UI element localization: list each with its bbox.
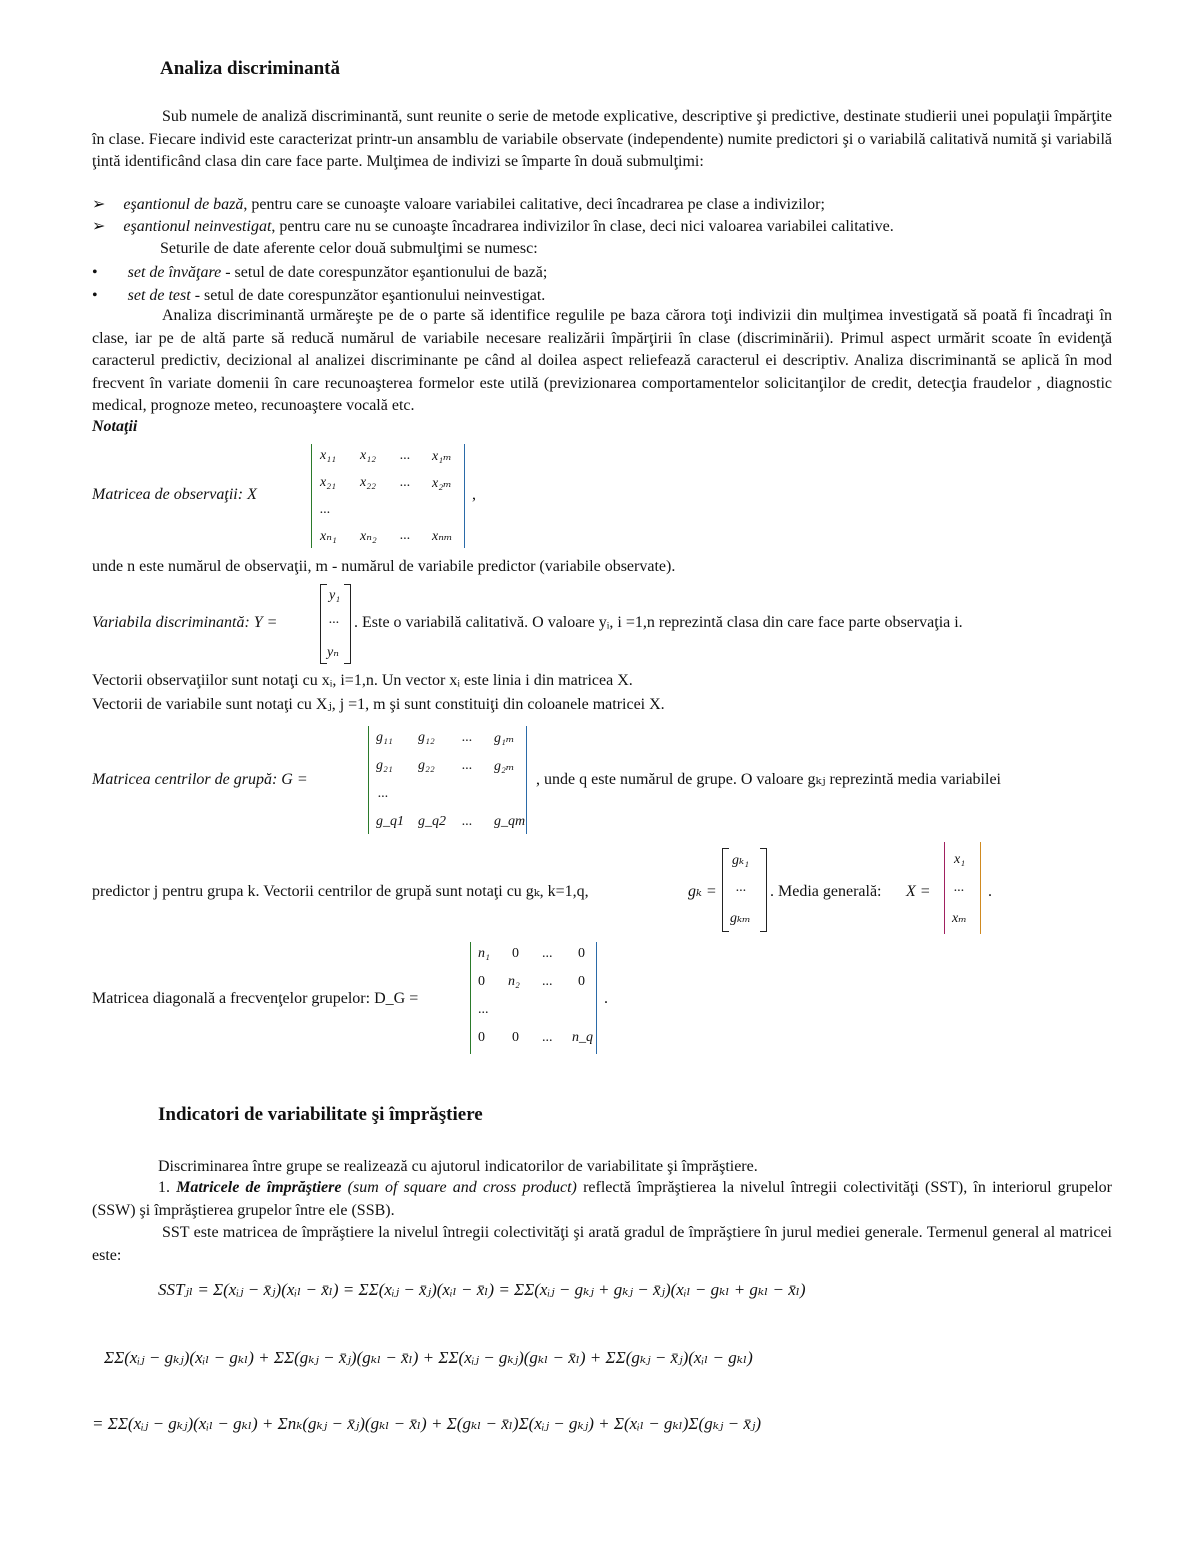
matrix-cell: x₁ₘ [432,449,452,464]
matrix-cell: 0 [578,974,585,989]
matrix-cell: ... [400,475,411,490]
vector-cell: gₖ₁ [732,853,749,868]
bullet-term: set de învăţare [127,264,222,281]
formula-sst-line1: SSTⱼₗ = Σ(xᵢⱼ − x̄ⱼ)(xᵢₗ − x̄ₗ) = ΣΣ(xᵢⱼ − x̄ⱼ)(xᵢₗ − x̄ₗ) = ΣΣ(xᵢⱼ − gₖⱼ + gₖⱼ − x̄ⱼ)(xᵢₗ − gₖₗ + gₖₗ − x̄ₗ) [158,1280,806,1299]
matrix-cell: g₁₁ [376,730,393,745]
arrow-bullet-icon: ➢ [92,218,106,235]
obs-matrix-comma: , [472,486,476,503]
matrix-bracket-right [464,444,465,548]
obs-matrix-label: Matricea de observaţii: X [92,486,257,503]
matrix-cell: ... [542,974,553,989]
bullet-term: set de test [127,287,191,304]
matrix-cell: 0 [478,974,485,989]
centr-text: , unde q este numărul de grupe. O valoare gₖⱼ reprezintă media variabilei [536,771,1001,788]
matrix-cell: n₂ [508,974,520,989]
matrix-cell: xₙ₂ [360,529,377,544]
vector-cell: ... [736,880,747,895]
matrix-cell: g₂₁ [376,758,393,773]
list-number: 1. [158,1179,170,1196]
vector-bracket-left [722,848,729,932]
bullet-esantion-baza [92,194,825,216]
matrix-bracket-right [526,726,527,834]
vector-cell: y₁ [329,588,341,603]
matrix-cell: ... [378,786,389,801]
bullet-esantion-neinvestigat [92,216,894,238]
arrow-bullet-icon: ➢ [92,196,106,213]
term-sum-of-squares: (sum of square and cross product) [347,1179,577,1196]
matrix-cell: g₂ₘ [494,759,515,774]
vector-cell: xₘ [952,911,967,926]
matrix-cell: ... [462,758,473,773]
matrix-cell: xₙ₁ [320,529,337,544]
vector-cell: gₖₘ [730,911,751,926]
matrix-cell: ... [478,1002,489,1017]
vector-bracket-left [944,842,945,934]
vector-cell: ... [329,612,340,627]
matrix-cell: n₁ [478,946,490,961]
matrix-cell: ... [462,730,473,745]
vect-obs-line: Vectorii observaţiilor sunt notaţi cu xᵢ, i=1,n. Un vector xᵢ este linia i din matricea X. [92,672,633,689]
matrix-bracket-left [470,942,471,1054]
matrix-cell: 0 [512,946,519,961]
gk-label: gₖ = [688,883,717,900]
intro-paragraph: Sub numele de analiză discriminantă, sunt reunite o serie de metode explicative, descriptive şi predictive, destinate studierii unei populaţii împărţite în clase. Fiecare individ este caracterizat printr-un ansamblu de variabile observate (independente) numite predictori şi o variabilă calitativă numită şi variabilă ţintă identificând clasa din care face parte. Mulţimea de indivizi se împarte în două submulţimi: [92,108,1112,170]
matrix-cell: ... [462,814,473,829]
matrix-cell: 0 [578,946,585,961]
xbar-period: . [988,883,992,900]
para-sst: SST este matricea de împrăştiere la nivelul întregii colectivităţi şi arată gradul de împrăştiere în jurul mediei generale. Termenul general al matricei este: [92,1224,1112,1264]
vector-cell: yₙ [327,645,339,660]
bullet-text: - setul de date corespunzător eşantionului neinvestigat. [190,287,546,304]
section-title-indicatori: Indicatori de variabilitate şi împrăştiere [158,1104,483,1125]
section-title-analiza: Analiza discriminantă [160,58,340,79]
para-matricele [92,1177,1112,1222]
vector-bracket-right [344,584,351,664]
bullet-text: , pentru care nu se cunoaşte încadrarea indivizilor în clase, deci nici valoarea variabilei calitative. [271,218,894,235]
matrix-cell: x₂ₘ [432,476,452,491]
matrix-bracket-left [368,726,369,834]
diag-period: . [604,990,608,1007]
pred-text: predictor j pentru grupa k. Vectorii centrilor de grupă sunt notaţi cu gₖ, k=1,q, [92,883,589,900]
matrix-cell: 0 [478,1030,485,1045]
disc-label: Variabila discriminantă: Y = [92,614,278,631]
vector-bracket-right [980,842,981,934]
vect-var-line: Vectorii de variabile sunt notaţi cu Xⱼ, j =1, m şi sunt constituiţi din coloanele matricei X. [92,696,665,713]
formula-sst-line2: ΣΣ(xᵢⱼ − gₖⱼ)(xᵢₗ − gₖₗ) + ΣΣ(gₖⱼ − x̄ⱼ)(gₖₗ − x̄ₗ) + ΣΣ(xᵢⱼ − gₖⱼ)(gₖₗ − x̄ₗ) + ΣΣ(gₖⱼ − x̄ⱼ)(xᵢₗ − gₖₗ) [104,1348,753,1367]
matrix-bracket-left [311,444,312,548]
notatii-heading: Notaţii [92,418,138,435]
media-label: . Media generală: [770,883,882,900]
bullet-text: , pentru care se cunoaşte valoare variabilei calitative, deci încadrarea pe clase a indivizilor; [243,196,825,213]
matrix-cell: g₁₂ [418,730,435,745]
matrix-cell: xₙₘ [432,529,453,544]
bullet-term: eşantionul neinvestigat [123,218,272,235]
para-discriminarea: Discriminarea între grupe se realizează cu ajutorul indicatorilor de variabilitate şi împrăştiere. [158,1158,758,1175]
bullet-set-test [92,285,545,307]
matrix-cell: 0 [512,1030,519,1045]
vector-bracket-right [760,848,767,932]
matrix-cell: g_q1 [376,814,404,829]
disc-text: . Este o variabilă calitativă. O valoare yᵢ, i =1,n reprezintă clasa din care face parte observaţia i. [354,614,963,631]
matrix-cell: ... [542,946,553,961]
bullet-set-invatare [92,262,547,284]
bullet-term: eşantionul de bază [123,196,244,213]
matrix-bracket-right [596,942,597,1054]
matrix-cell: ... [400,448,411,463]
matrix-cell: g_q2 [418,814,446,829]
unde-line: unde n este numărul de observaţii, m - numărul de variabile predictor (variabile observate). [92,558,676,575]
vector-cell: ... [954,880,965,895]
dot-bullet-icon: • [92,287,98,304]
matrix-cell: g_qm [494,814,526,829]
matrix-cell: g₂₂ [418,758,435,773]
diag-label: Matricea diagonală a frecvenţelor grupelor: D_G = [92,990,419,1007]
matrix-cell: ... [320,502,331,517]
matrix-cell: ... [542,1030,553,1045]
matrix-cell: x₁₂ [360,448,376,463]
formula-sst-line3: = ΣΣ(xᵢⱼ − gₖⱼ)(xᵢₗ − gₖₗ) + Σnₖ(gₖⱼ − x̄ⱼ)(gₖₗ − x̄ₗ) + Σ(gₖₗ − x̄ₗ)Σ(xᵢⱼ − gₖⱼ) + Σ(xᵢₗ − gₖₗ)Σ(gₖⱼ − x̄ⱼ) [92,1414,762,1433]
paragraph-analiza: Analiza discriminantă urmăreşte pe de o parte să identifice regulile pe baza cărora toţi indivizii din mulţimea investigată să poată fi încadraţi în clase, iar pe de altă parte să reducă numărul de variabile necesare realizării împărţirii în clase (discriminării). Primul aspect urmărit scoate în evidenţă caracterul predictiv, decizional al analizei discriminante pe când al doilea aspect reliefează caracterul ei descriptiv. Analiza discriminantă se aplică în mod frecvent în variate domenii în care recunoaşterea formelor este utilă (previzionarea comportamentelor solicitanţilor de credit, detecţia fraudelor , diagnostic medical, prognoze meteo, recunoaştere vocală etc. [92,307,1112,414]
matrix-cell: ... [400,528,411,543]
xbar-label: X = [906,883,931,900]
matrix-cell: g₁ₘ [494,731,515,746]
dot-bullet-icon: • [92,264,98,281]
matrix-cell: x₂₁ [320,475,336,490]
matrix-cell: n_q [572,1030,593,1045]
vector-bracket-left [320,584,327,664]
para-matricele-rest: reflectă împrăştierea la nivelul întregii colectivităţi (SST), în interiorul grupelor (SSW) şi împrăştierea grupelor între ele (SSB). [92,1179,1113,1219]
matrix-cell: x₁₁ [320,448,336,463]
centr-label: Matricea centrilor de grupă: G = [92,771,308,788]
bullet-text: - setul de date corespunzător eşantionului de bază; [221,264,548,281]
term-matricele: Matricele de împrăştiere [176,1179,342,1196]
matrix-cell: x₂₂ [360,475,376,490]
sets-intro: Seturile de date aferente celor două submulţimi se numesc: [160,240,538,257]
vector-cell: x₁ [954,852,966,867]
